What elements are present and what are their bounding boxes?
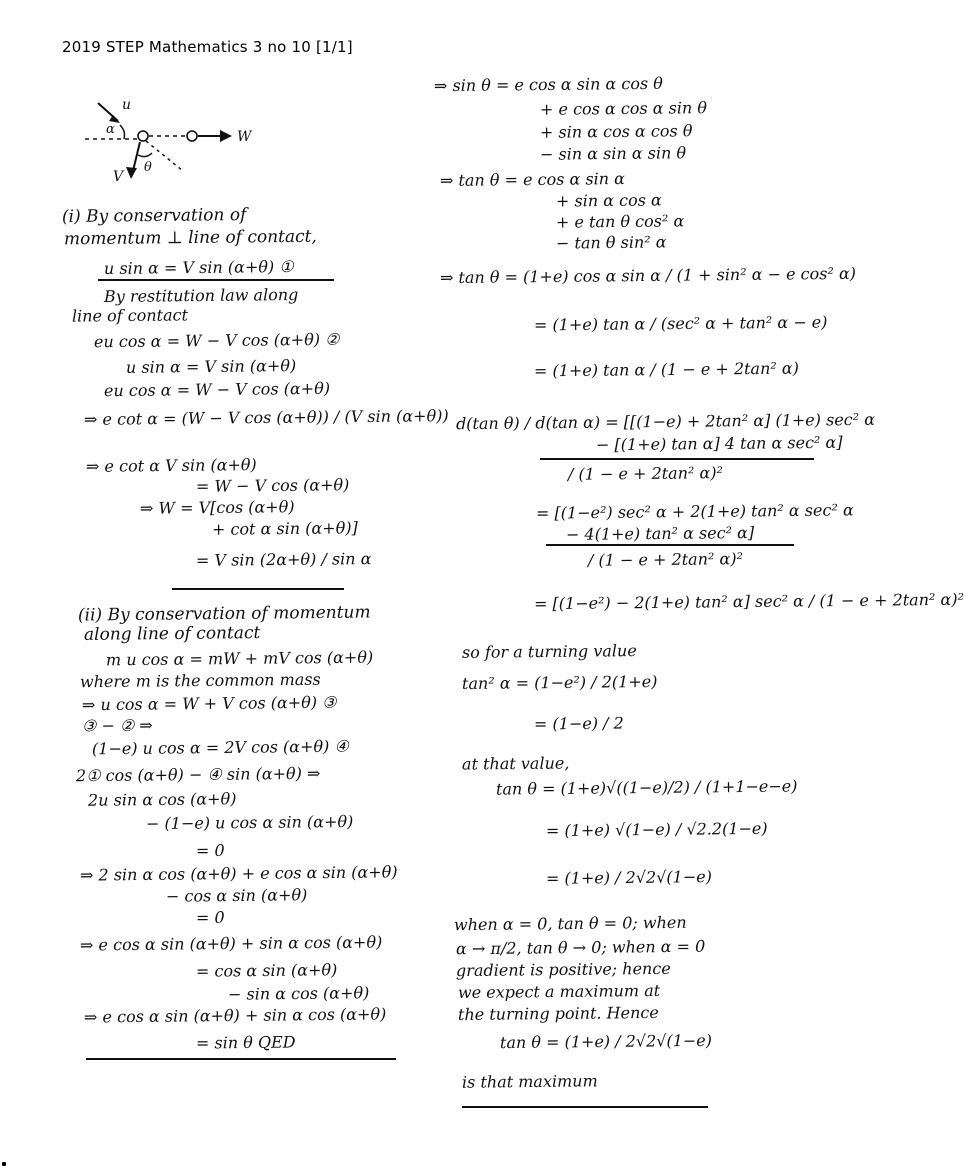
- right-line-4: − sin α sin α sin θ: [539, 143, 687, 164]
- left-line-12: ⇒ W = V[cos (α+θ): [139, 497, 295, 518]
- right-line-6: + sin α cos α: [555, 190, 662, 211]
- left-line-1: (i) By conservation of: [61, 205, 247, 227]
- right-line-8: − tan θ sin² α: [555, 232, 667, 253]
- left-line-9: ⇒ e cot α = (W − V cos (α+θ)) / (V sin (α+θ)): [83, 406, 449, 429]
- left-line-16: along line of contact: [83, 623, 261, 645]
- right-line-5: ⇒ tan θ = e cos α sin α: [439, 169, 626, 190]
- right-line-21: = (1−e) / 2: [533, 713, 624, 734]
- right-line-27: α → π/2, tan θ → 0; when α = 0: [455, 936, 706, 959]
- left-line-8: eu cos α = W − V cos (α+θ): [103, 378, 331, 401]
- collision-diagram: [80, 95, 280, 190]
- right-line-1: ⇒ sin θ = e cos α sin α cos θ: [433, 73, 663, 96]
- left-line-29: ⇒ e cos α sin (α+θ) + sin α cos (α+θ): [79, 932, 383, 955]
- scan-speck: [2, 1162, 6, 1166]
- label-theta: θ: [144, 160, 152, 175]
- left-line-10: ⇒ e cot α V sin (α+θ): [85, 455, 257, 476]
- left-line-27: − cos α sin (α+θ): [165, 885, 308, 906]
- right-line-13: − [(1+e) tan α] 4 tan α sec² α]: [595, 432, 843, 455]
- divider-left-2: [86, 1058, 396, 1060]
- right-line-10: = (1+e) tan α / (sec² α + tan² α − e): [533, 312, 828, 335]
- left-line-14: = V sin (2α+θ) / sin α: [195, 549, 372, 570]
- right-line-20: tan² α = (1−e²) / 2(1+e): [461, 671, 658, 694]
- label-v: V: [113, 169, 124, 185]
- divider-right: [462, 1106, 708, 1108]
- left-line-3: u sin α = V sin (α+θ) ①: [103, 257, 294, 278]
- right-line-22: at that value,: [461, 753, 570, 774]
- right-line-24: = (1+e) √(1−e) / √2.2(1−e): [545, 818, 768, 841]
- right-line-18: = [(1−e²) − 2(1+e) tan² α] sec² α / (1 − e + 2tan² α)²: [533, 589, 964, 614]
- left-line-20: ③ − ② ⇒: [81, 715, 153, 736]
- left-line-7: u sin α = V sin (α+θ): [125, 356, 297, 377]
- left-line-31: − sin α cos (α+θ): [227, 983, 370, 1004]
- right-line-11: = (1+e) tan α / (1 − e + 2tan² α): [533, 358, 799, 381]
- right-line-31: tan θ = (1+e) / 2√2√(1−e): [499, 1030, 713, 1053]
- left-line-17: m u cos α = mW + mV cos (α+θ): [105, 647, 374, 670]
- right-line-29: we expect a maximum at: [457, 980, 661, 1003]
- right-line-30: the turning point. Hence: [457, 1002, 659, 1025]
- right-line-19: so for a turning value: [461, 641, 637, 662]
- left-line-21: (1−e) u cos α = 2V cos (α+θ) ④: [91, 736, 349, 759]
- label-w: W: [237, 129, 252, 145]
- left-line-33: = sin θ QED: [195, 1032, 296, 1053]
- left-line-4: By restitution law along: [103, 284, 299, 307]
- right-line-16: − 4(1+e) tan² α sec² α]: [565, 523, 755, 544]
- label-alpha: α: [106, 122, 115, 137]
- fraction-bar-1: [540, 458, 814, 460]
- right-line-2: + e cos α cos α sin θ: [539, 98, 708, 119]
- right-line-7: + e tan θ cos² α: [555, 211, 685, 232]
- left-line-25: = 0: [195, 840, 225, 861]
- right-line-9: ⇒ tan θ = (1+e) cos α sin α / (1 + sin² α − e cos² α): [439, 263, 857, 288]
- label-u: u: [122, 97, 132, 113]
- left-line-18: where m is the common mass: [79, 669, 321, 692]
- left-line-28: = 0: [195, 907, 225, 928]
- right-line-12: d(tan θ) / d(tan α) = [[(1−e) + 2tan² α] (1+e) sec² α: [455, 409, 876, 434]
- left-line-15: (ii) By conservation of momentum: [77, 602, 371, 626]
- right-line-28: gradient is positive; hence: [455, 958, 671, 981]
- page-header-title: 2019 STEP Mathematics 3 no 10 [1/1]: [62, 38, 353, 56]
- underline-eq1: [98, 279, 334, 281]
- left-line-5: line of contact: [71, 305, 189, 326]
- left-line-11: = W − V cos (α+θ): [195, 475, 350, 496]
- right-line-25: = (1+e) / 2√2√(1−e): [545, 867, 712, 888]
- right-line-32: is that maximum: [461, 1071, 598, 1092]
- left-line-2: momentum ⊥ line of contact,: [63, 226, 317, 250]
- divider-left-1: [172, 588, 344, 590]
- right-line-15: = [(1−e²) sec² α + 2(1+e) tan² α sec² α: [535, 500, 854, 523]
- left-line-24: − (1−e) u cos α sin (α+θ): [145, 811, 354, 834]
- right-line-26: when α = 0, tan θ = 0; when: [453, 912, 687, 935]
- left-line-6: eu cos α = W − V cos (α+θ) ②: [93, 329, 340, 352]
- right-line-3: + sin α cos α cos θ: [539, 121, 693, 142]
- left-line-22: 2① cos (α+θ) − ④ sin (α+θ) ⇒: [75, 763, 321, 786]
- left-line-19: ⇒ u cos α = W + V cos (α+θ) ③: [81, 692, 337, 715]
- left-line-30: = cos α sin (α+θ): [195, 960, 338, 981]
- right-line-17: / (1 − e + 2tan² α)²: [587, 549, 744, 570]
- right-line-23: tan θ = (1+e)√((1−e)/2) / (1+1−e−e): [495, 776, 798, 799]
- left-line-26: ⇒ 2 sin α cos (α+θ) + e cos α sin (α+θ): [79, 862, 398, 885]
- left-line-23: 2u sin α cos (α+θ): [87, 789, 237, 810]
- left-line-32: ⇒ e cos α sin (α+θ) + sin α cos (α+θ): [83, 1004, 387, 1027]
- right-line-14: / (1 − e + 2tan² α)²: [567, 463, 724, 484]
- left-line-13: + cot α sin (α+θ)]: [211, 518, 358, 539]
- fraction-bar-2: [546, 544, 794, 546]
